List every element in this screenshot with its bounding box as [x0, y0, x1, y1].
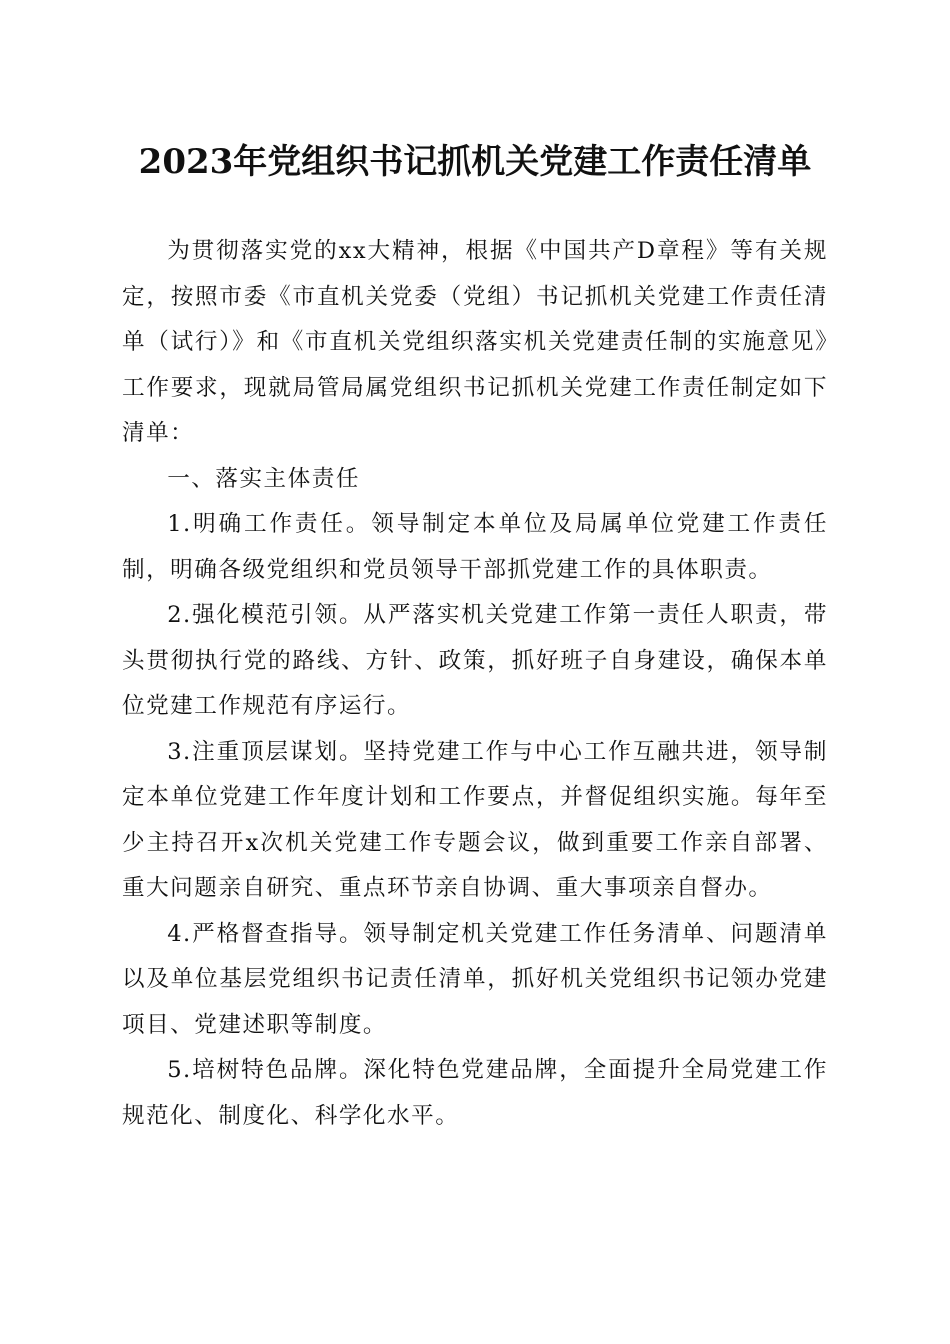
list-item: 5.培树特色品牌。深化特色党建品牌，全面提升全局党建工作规范化、制度化、科学化水平。 [122, 1057, 828, 1129]
list-item: 4.严格督查指导。领导制定机关党建工作任务清单、问题清单以及单位基层党组织书记责任清单，抓好机关党组织书记领办党建项目、党建述职等制度。 [122, 920, 828, 1038]
intro-paragraph: 为贯彻落实党的xx大精神，根据《中国共产D章程》等有关规定，按照市委《市直机关党委（党组）书记抓机关党建工作责任清单（试行）》和《市直机关党组织落实机关党建责任制的实施意见》工作要求，现就局管局属党组织书记抓机关党建工作责任制定如下清单： [122, 238, 828, 446]
list-item: 3.注重顶层谋划。坚持党建工作与中心工作互融共进，领导制定本单位党建工作年度计划和工作要点，并督促组织实施。每年至少主持召开x次机关党建工作专题会议，做到重要工作亲自部署、重大问题亲自研究、重点环节亲自协调、重大事项亲自督办。 [122, 738, 828, 901]
section-heading: 一、落实主体责任 [167, 465, 360, 492]
list-item: 1.明确工作责任。领导制定本单位及局属单位党建工作责任制，明确各级党组织和党员领导干部抓党建工作的具体职责。 [122, 511, 828, 583]
list-item: 2.强化模范引领。从严落实机关党建工作第一责任人职责，带头贯彻执行党的路线、方针、政策，抓好班子自身建设，确保本单位党建工作规范有序运行。 [122, 602, 828, 719]
document-title: 2023年党组织书记抓机关党建工作责任清单 [138, 142, 812, 182]
document-body [122, 229, 828, 1139]
